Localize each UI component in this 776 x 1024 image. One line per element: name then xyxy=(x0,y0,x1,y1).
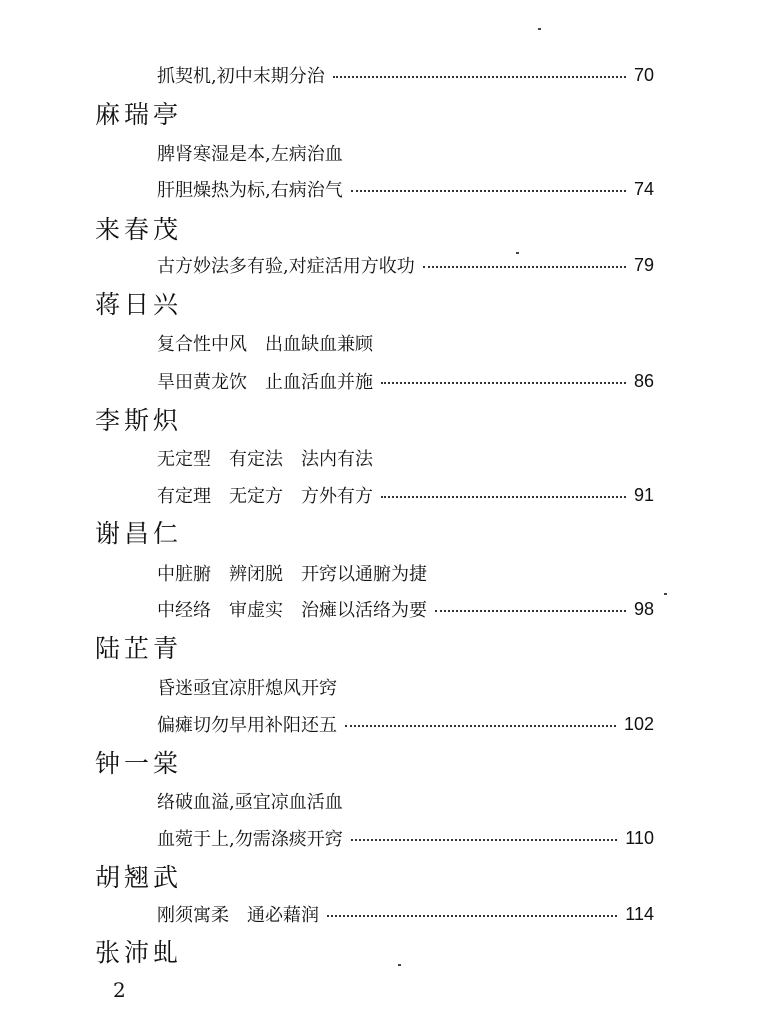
author-name: 张沛虬 xyxy=(95,938,183,967)
toc-entry xyxy=(157,368,654,394)
toc-entry xyxy=(157,901,654,927)
toc-entry xyxy=(157,62,654,88)
entry-page-number: 91 xyxy=(633,484,654,505)
entry-title: 古方妙法多有验,对症活用方收功 xyxy=(157,256,415,277)
entry-page-number: 86 xyxy=(633,370,654,391)
dot-leader xyxy=(327,915,617,917)
toc-entry xyxy=(157,825,654,851)
entry-title: 脾肾寒湿是本,左病治血 xyxy=(157,144,343,165)
entry-title: 血菀于上,勿需涤痰开窍 xyxy=(157,829,343,850)
toc-entry xyxy=(157,176,654,202)
entry-page-number: 74 xyxy=(633,178,654,199)
dot-leader xyxy=(381,496,626,498)
entry-page-number: 114 xyxy=(625,903,654,924)
author-name: 麻瑞亭 xyxy=(95,100,183,129)
author-name: 谢昌仁 xyxy=(95,519,183,548)
toc-entry xyxy=(157,445,654,471)
dot-leader xyxy=(351,190,626,192)
entry-page-number: 98 xyxy=(633,598,654,619)
entry-title: 中脏腑 辨闭脱 开窍以通腑为捷 xyxy=(157,564,427,585)
scan-speck xyxy=(664,593,667,595)
toc-entry xyxy=(157,140,654,166)
entry-title: 复合性中风 出血缺血兼顾 xyxy=(157,334,373,355)
toc-entry xyxy=(157,711,654,737)
scan-speck xyxy=(538,28,541,30)
dot-leader xyxy=(381,382,626,384)
author-name: 陆芷青 xyxy=(95,634,183,663)
entry-title: 有定理 无定方 方外有方 xyxy=(157,486,373,507)
entry-title: 刚须寓柔 通必藉润 xyxy=(157,905,319,926)
entry-page-number: 102 xyxy=(623,713,654,734)
entry-title: 中经络 审虚实 治瘫以活络为要 xyxy=(157,600,427,621)
entry-title: 抓契机,初中末期分治 xyxy=(157,66,325,87)
toc-entry xyxy=(157,674,654,700)
author-name: 胡翘武 xyxy=(95,863,183,892)
entry-page-number: 110 xyxy=(625,827,654,848)
entry-title: 络破血溢,亟宜凉血活血 xyxy=(157,792,343,813)
author-name: 李斯炽 xyxy=(95,406,183,435)
entry-title: 肝胆燥热为标,右病治气 xyxy=(157,180,343,201)
scan-speck xyxy=(398,964,401,966)
toc-entry xyxy=(157,330,654,356)
entry-title: 旱田黄龙饮 止血活血并施 xyxy=(157,372,373,393)
page-number: 2 xyxy=(113,978,126,1002)
toc-entry xyxy=(157,788,654,814)
entry-title: 偏瘫切勿早用补阳还五 xyxy=(157,715,337,736)
entry-page-number: 79 xyxy=(633,254,654,275)
toc-entry xyxy=(157,560,654,586)
entry-title: 昏迷亟宜凉肝熄风开窍 xyxy=(157,678,337,699)
entry-page-number: 70 xyxy=(633,64,654,85)
dot-leader xyxy=(333,76,626,78)
dot-leader xyxy=(345,725,616,727)
author-name: 蒋日兴 xyxy=(95,290,183,319)
toc-entry xyxy=(157,482,654,508)
toc-entry xyxy=(157,252,654,278)
author-name: 钟一棠 xyxy=(95,749,183,778)
dot-leader xyxy=(435,610,626,612)
author-name: 来春茂 xyxy=(95,215,183,244)
dot-leader xyxy=(351,839,618,841)
entry-title: 无定型 有定法 法内有法 xyxy=(157,449,373,470)
dot-leader xyxy=(423,266,626,268)
toc-entry xyxy=(157,596,654,622)
